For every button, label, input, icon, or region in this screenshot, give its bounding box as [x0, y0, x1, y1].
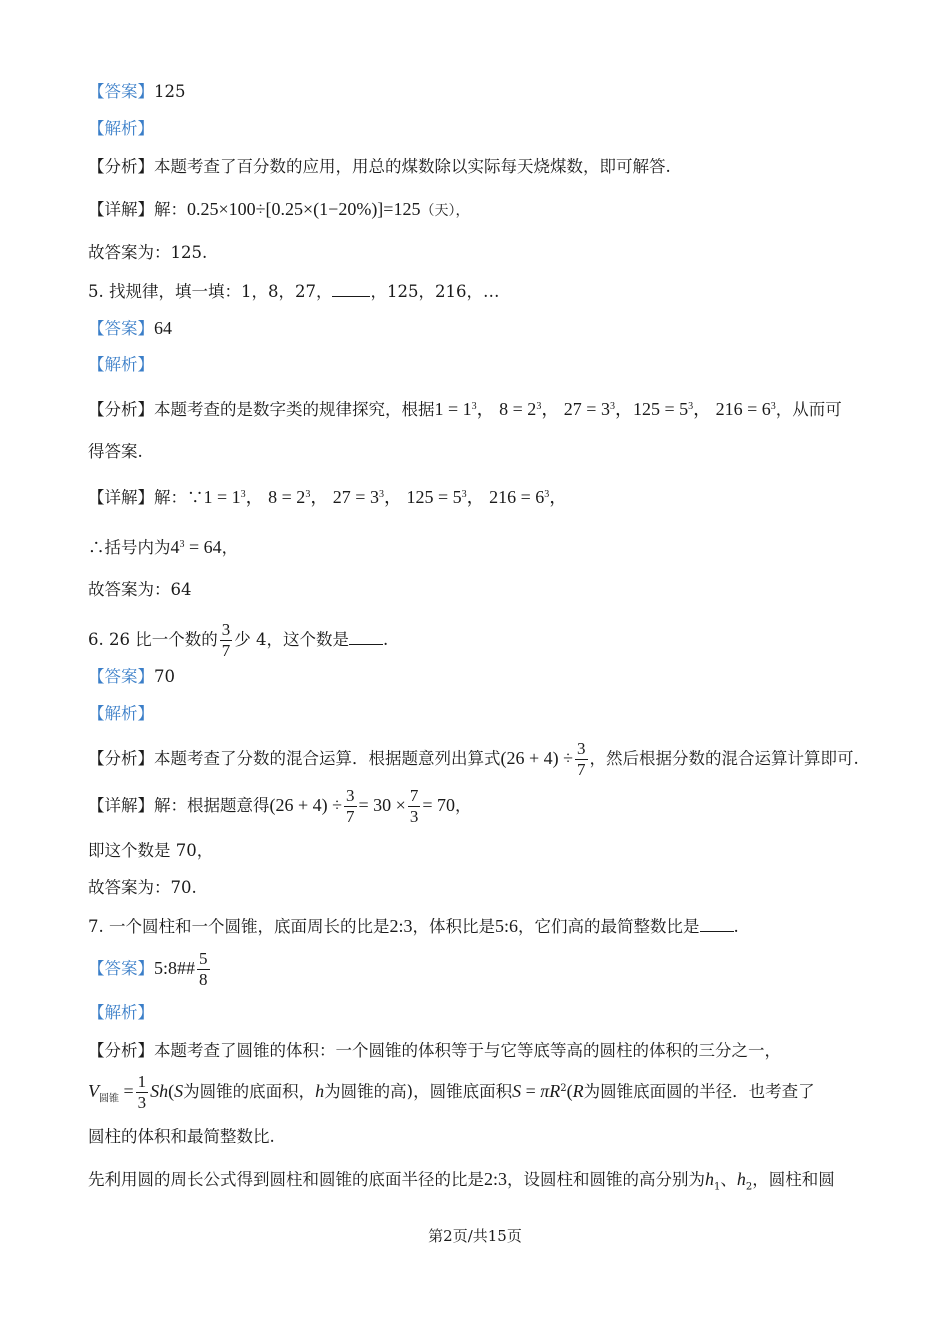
q6-line2: 即这个数是 70， — [88, 841, 214, 860]
q5-therefore-formula: $4^3 = 64$ — [170, 537, 222, 557]
q5-fenxi-line: 【分析】本题考查的是数字类的规律探究，根据$1 = 1^3$， $8 = 2^3$， $27 = 3^3$，$125 = 5^3$， $216 = 6^3$，从而可 — [88, 399, 842, 419]
q7-line3: 圆柱的体积和最简整数比. — [88, 1127, 275, 1146]
q4-detail-line: 【详解】解：0.25×100÷[0.25×(1−20%)]=125（天）， — [88, 199, 470, 219]
q5-fenxi-cont: 得答案. — [88, 442, 143, 461]
q6-blank — [349, 628, 383, 645]
q5-therefore-line: ∴括号内为$4^3 = 64$， — [88, 537, 239, 557]
q6-answer: 70 — [154, 667, 175, 686]
fraction-3-7: $\frac{3}{7}$ — [221, 620, 231, 660]
q6-answer-line: 【答案】70 — [88, 667, 175, 686]
q5-conclusion: 故答案为：64 — [88, 580, 192, 599]
q5-answer: 64 — [154, 318, 172, 338]
q7-formula-line: $V_{圆锥}$ = $\frac{1}{3}$ Sh(S为圆锥的底面积，h为圆锥的高)，圆锥底面积$S = \pi R^2(R$为圆锥底面圆的半径．也考查了 — [88, 1072, 815, 1112]
q4-answer-line — [88, 80, 186, 104]
q6-analysis-tag: 【解析】 — [88, 704, 154, 723]
page-number: 第2页/共15页 — [428, 1227, 522, 1245]
q5-answer-line: 【答案】64 — [88, 318, 172, 338]
q7-analysis-tag: 【解析】 — [88, 1003, 154, 1022]
q6-fenxi-line: 【分析】本题考查了分数的混合运算．根据题意列出算式(26 + 4) ÷ $\frac{3}{7}$ ，然后根据分数的混合运算计算即可. — [88, 739, 859, 779]
q7-line4: 先利用圆的周长公式得到圆柱和圆锥的底面半径的比是2:3，设圆柱和圆锥的高分别为$h_1$、$h_2$，圆柱和圆 — [88, 1169, 835, 1193]
q4-conclusion: 故答案为：125. — [88, 243, 208, 262]
q7-blank — [700, 915, 734, 932]
fraction-5-8: $\frac{5}{8}$ — [199, 949, 208, 989]
q6-conclusion: 故答案为：70. — [88, 878, 197, 897]
q7-answer-line: 【答案】5:8## $\frac{5}{8}$ — [88, 949, 208, 989]
q6-detail-line: 【详解】解：根据题意得(26 + 4) ÷ $\frac{3}{7}$ = 30 × $\frac{7}{3}$ = 70， — [88, 786, 472, 826]
q5-detail-line: 【详解】解：∵1 = $1^3$， $8 = 2^3$， $27 = 3^3$， $125 = 5^3$， $216 = 6^3$， — [88, 487, 568, 507]
q5-blank — [332, 280, 370, 297]
q7-fenxi-line: 【分析】本题考查了圆锥的体积：一个圆锥的体积等于与它等底等高的圆柱的体积的三分之一， — [88, 1041, 781, 1060]
q5-analysis-tag: 【解析】 — [88, 355, 154, 374]
q6-stem: 6. 26 比一个数的 $\frac{3}{7}$ 少 4，这个数是 . — [88, 620, 389, 660]
q4-answer: 125 — [154, 82, 186, 101]
q4-detail-formula: 0.25×100÷[0.25×(1−20%)]=125 — [187, 199, 421, 219]
q4-fenxi: 本题考查了百分数的应用，用总的煤数除以实际每天烧煤数，即可解答. — [154, 157, 671, 176]
q7-answer: 5:8## — [154, 958, 196, 978]
q7-stem: 7. 一个圆柱和一个圆锥，底面周长的比是2:3，体积比是5:6，它们高的最简整数比是 . — [88, 916, 739, 936]
answer-tag: 【答案】 — [88, 82, 154, 101]
q5-powers: $1 = 1^3$， $8 = 2^3$， $27 = 3^3$，$125 = 5^3$， $216 = 6^3$ — [434, 399, 776, 419]
q5-stem: 5. 找规律，填一填：1，8，27， ，125，216，… — [88, 282, 500, 301]
q4-fenxi-line: 【分析】本题考查了百分数的应用，用总的煤数除以实际每天烧煤数，即可解答. — [88, 157, 671, 176]
q5-detail-powers: $1 = 1^3$， $8 = 2^3$， $27 = 3^3$， $125 = 5^3$， $216 = 6^3$， — [203, 487, 568, 507]
q4-analysis-tag: 【解析】 — [88, 119, 154, 138]
